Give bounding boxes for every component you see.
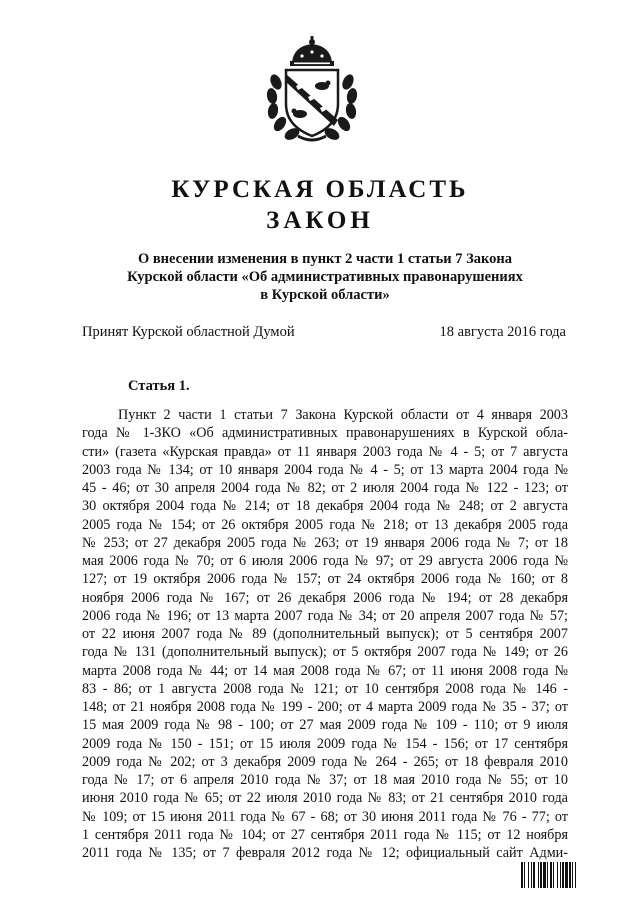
adopted-by: Принят Курской областной Думой — [82, 324, 295, 340]
adoption-date: 18 августа 2016 года — [439, 324, 566, 340]
body-line: 148; от 21 ноября 2008 года № 199 - 200; от 4 марта 2009 года № 35 - 37; от — [82, 699, 568, 715]
body-line: 2003 года № 134; от 10 января 2004 года № 4 - 5; от 13 марта 2004 года № — [82, 461, 568, 478]
body-line: 2005 года № 154; от 26 октября 2005 года № 218; от 13 декабря 2005 года — [82, 516, 568, 533]
body-line: 30 октября 2004 года № 214; от 18 декабря 2004 года № 248; от 2 августа — [82, 498, 568, 515]
body-line: ноября 2006 года № 167; от 26 декабря 2006 года № 194; от 28 декабря — [82, 589, 568, 606]
body-line: сти» (газета «Курская правда» от 11 января 2003 года № 4 - 5; от 7 августа — [82, 443, 568, 460]
body-line: года № 17; от 6 апреля 2010 года № 37; от 18 мая 2010 года № 55; от 10 — [82, 772, 568, 788]
body-line: Пункт 2 части 1 статьи 7 Закона Курской области от 4 января 2003 — [118, 407, 568, 423]
law-title — [85, 250, 565, 304]
body-line: 1 сентября 2011 года № 104; от 27 сентября 2011 года № 115; от 12 ноября — [82, 826, 568, 843]
body-line: 127; от 19 октября 2006 года № 157; от 24 октября 2006 года № 160; от 8 — [82, 571, 568, 588]
law-title-line: Курской области «Об административных правонарушениях — [127, 269, 523, 285]
article-body — [82, 406, 568, 862]
adoption-line — [82, 323, 566, 341]
law-title-line: в Курской области» — [260, 287, 390, 303]
body-line: 2006 года № 196; от 13 марта 2007 года № 34; от 20 апреля 2007 года № 57; — [82, 607, 568, 624]
barcode-icon — [521, 862, 613, 888]
body-line: от 22 июня 2007 года № 89 (дополнительный выпуск); от 5 сентября 2007 — [82, 626, 568, 642]
body-line: года № 131 (дополнительный выпуск); от 5 октября 2007 года № 149; от 26 — [82, 644, 568, 661]
body-line: мая 2006 года № 70; от 6 июля 2006 года № 97; от 29 августа 2006 года № — [82, 553, 568, 569]
body-line: № 253; от 27 декабря 2005 года № 263; от 19 января 2006 года № 7; от 18 — [82, 534, 568, 551]
body-line: 45 - 46; от 30 апреля 2004 года № 82; от 2 июля 2004 года № 122 - 123; от — [82, 480, 568, 496]
article-heading: Статья 1. — [128, 378, 190, 394]
body-line: июня 2010 года № 65; от 22 июля 2010 года № 83; от 21 сентября 2010 года — [82, 790, 568, 807]
body-line: 15 мая 2009 года № 98 - 100; от 27 мая 2009 года № 109 - 110; от 9 июля — [82, 717, 568, 734]
body-line: года № 1-ЗКО «Об административных правонарушениях в Курской обла- — [82, 425, 568, 442]
body-line: 2009 года № 150 - 151; от 15 июля 2009 года № 154 - 156; от 17 сентября — [82, 735, 568, 752]
body-line: марта 2008 года № 44; от 14 мая 2008 года № 67; от 11 июня 2008 года № — [82, 662, 568, 679]
document-type-heading: ЗАКОН — [266, 207, 374, 234]
region-heading: КУРСКАЯ ОБЛАСТЬ — [171, 176, 469, 203]
body-line: 83 - 86; от 1 августа 2008 года № 121; от 10 сентября 2008 года № 146 - — [82, 680, 568, 697]
law-title-line: О внесении изменения в пункт 2 части 1 статьи 7 Закона — [137, 251, 513, 267]
coat-of-arms-icon — [262, 34, 362, 144]
body-line: № 109; от 15 июня 2011 года № 67 - 68; от 30 июня 2011 года № 76 - 77; от — [82, 808, 568, 825]
body-line: 2011 года № 135; от 7 февраля 2012 года № 12; официальный сайт Адми- — [82, 845, 568, 861]
body-line: 2009 года № 202; от 3 декабря 2009 года № 264 - 265; от 18 февраля 2010 — [82, 753, 568, 770]
